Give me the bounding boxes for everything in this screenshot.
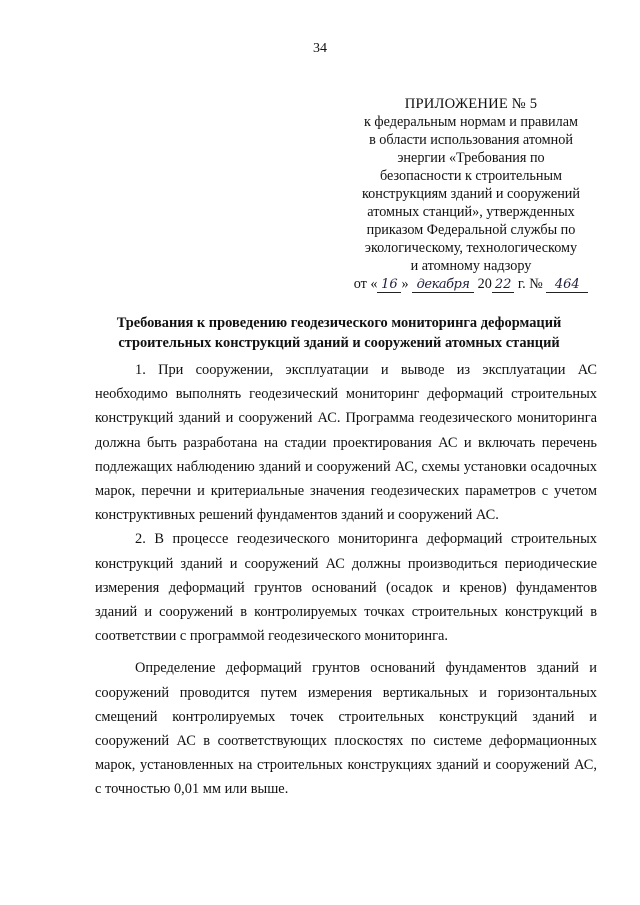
approval-year-suffix: 22 — [492, 277, 515, 293]
appendix-line: атомных станций», утвержденных — [367, 204, 575, 220]
approval-number-label: г. № — [517, 276, 543, 292]
appendix-line: приказом Федеральной службы по — [366, 222, 576, 238]
body-text — [95, 358, 597, 802]
approval-month: декабря — [412, 277, 474, 293]
appendix-line: экологическому, технологическому — [364, 240, 578, 256]
appendix-line: и атомному надзору — [410, 258, 532, 274]
appendix-line: энергии «Требования по — [397, 150, 545, 166]
approval-prefix: от « — [353, 276, 378, 292]
approval-line — [346, 275, 596, 293]
approval-quote-close: » — [401, 276, 409, 292]
section-heading — [86, 313, 592, 353]
appendix-line: безопасности к строительным — [379, 168, 563, 184]
appendix-title: ПРИЛОЖЕНИЕ № 5 — [404, 96, 538, 112]
page-number: 34 — [313, 41, 327, 56]
paragraph-2: 2. В процессе геодезического мониторинга деформаций строительных конструкций зданий и сооружений АС должны производиться периодические измерения деформаций грунтов оснований (осадок и кренов) фундаментов зданий и сооружений в контролируемых точках строительных конструкций в соответствии с программой геодезического мониторинга. — [95, 531, 597, 645]
heading-line: строительных конструкций зданий и сооружений атомных станций — [118, 335, 560, 351]
approval-year-prefix: 20 — [477, 276, 492, 292]
approval-day: 16 — [377, 277, 401, 293]
heading-line: Требования к проведению геодезического мониторинга деформаций — [116, 315, 562, 331]
appendix-line: конструкциям зданий и сооружений — [362, 186, 580, 202]
appendix-block — [346, 95, 596, 293]
paragraph-1: 1. При сооружении, эксплуатации и выводе из эксплуатации АС необходимо выполнять геодезический мониторинг деформаций строительных конструкций зданий и сооружений АС. Программа геодезического мониторинга должна быть разработана на стадии проектирования АС и включать перечень подлежащих наблюдению зданий и сооружений АС, схемы установки осадочных марок, перечни и критериальные значения геодезических параметров с учетом конструктивных решений фундаментов зданий и сооружений АС. — [95, 362, 597, 524]
paragraph-3: Определение деформаций грунтов оснований фундаментов зданий и сооружений проводится путем измерения вертикальных и горизонтальных смещений контролируемых точек строительных конструкций зданий и сооружений АС в соответствующих плоскостях по системе деформационных марок, установленных на строительных конструкциях зданий и сооружений АС, с точностью 0,01 мм или выше. — [95, 660, 597, 798]
appendix-line: к федеральным нормам и правилам — [363, 114, 578, 130]
appendix-line: в области использования атомной — [369, 132, 573, 148]
approval-number: 464 — [546, 277, 588, 293]
